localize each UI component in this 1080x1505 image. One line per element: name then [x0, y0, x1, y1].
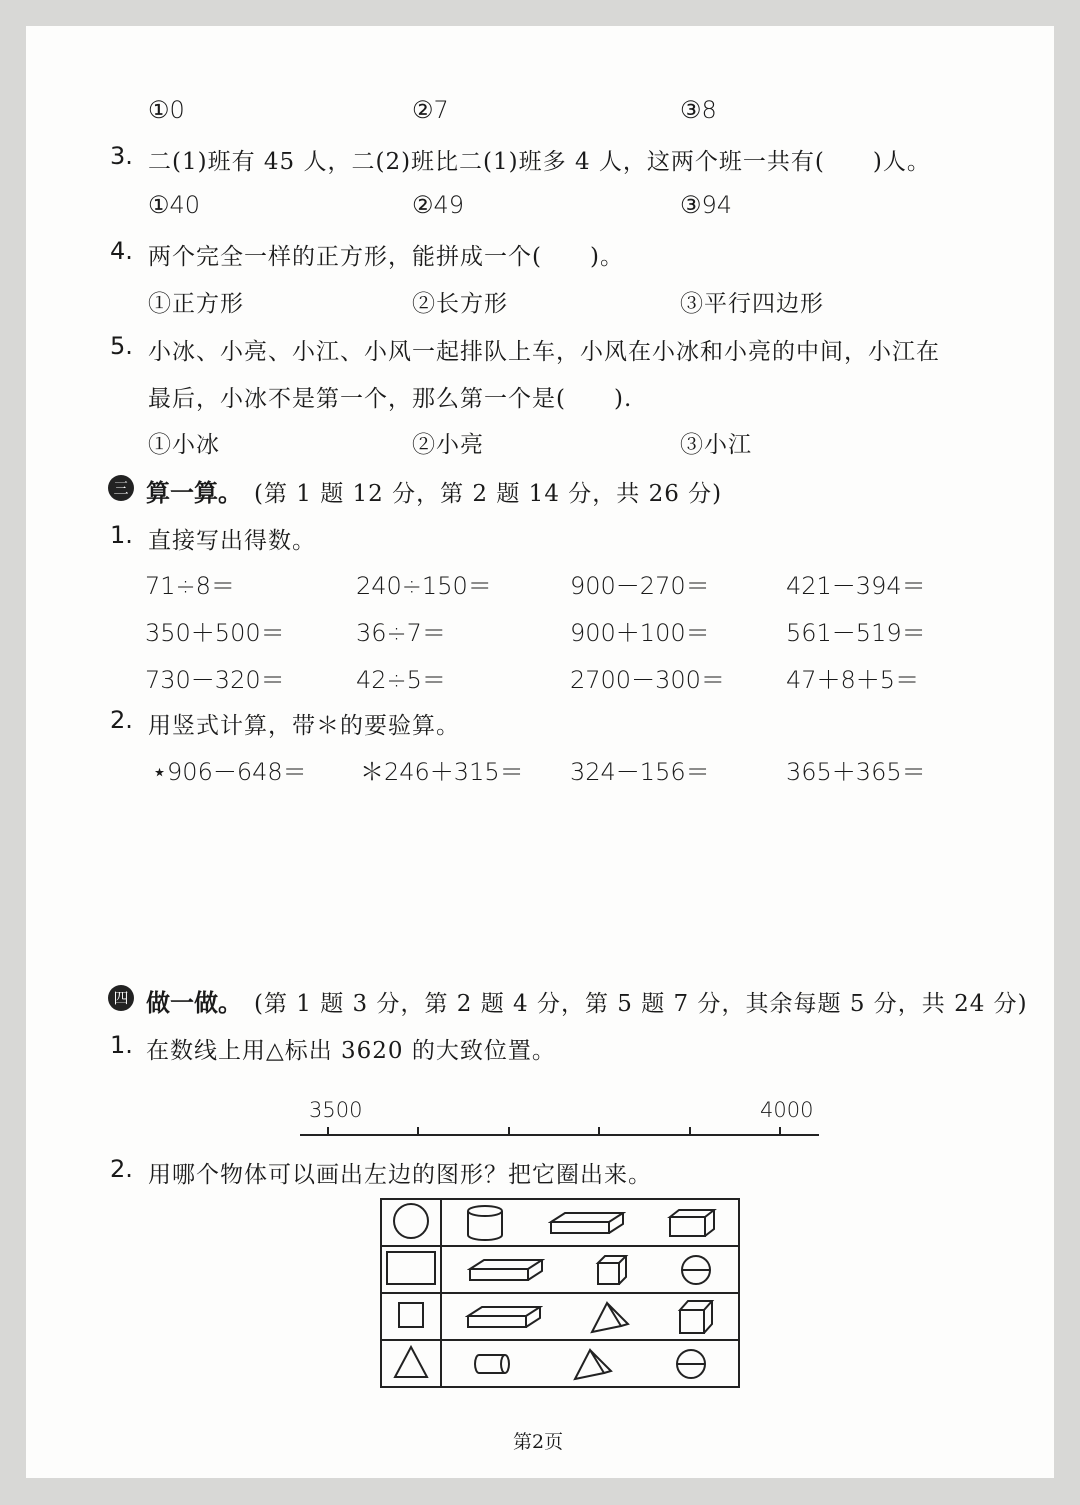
- calc1-item: 42÷5＝: [356, 666, 446, 694]
- calc1-item: 2700－300＝: [570, 666, 725, 694]
- do2-number: 2.: [110, 1155, 133, 1183]
- q3-number: 3.: [110, 142, 133, 170]
- number-line-tick: [779, 1127, 781, 1135]
- circle-shape: [381, 1199, 441, 1246]
- calc2-item: ⋆906－648＝: [152, 758, 307, 786]
- q2-option-2: ②7: [412, 96, 449, 124]
- calc2-number: 2.: [110, 706, 133, 734]
- triangular-prism-object[interactable]: [572, 1346, 614, 1382]
- triangular-prism-object[interactable]: [589, 1299, 631, 1335]
- number-line-start-label: 3500: [309, 1098, 363, 1122]
- rectangle-shape: [381, 1246, 441, 1293]
- table-row: [381, 1199, 739, 1246]
- lying-cylinder-object[interactable]: [472, 1352, 512, 1376]
- square-shape: [381, 1293, 441, 1340]
- flat-cuboid-object[interactable]: [548, 1208, 626, 1238]
- cylinder-object[interactable]: [463, 1203, 507, 1243]
- number-line-tick: [508, 1127, 510, 1135]
- sphere-object[interactable]: [679, 1253, 713, 1287]
- cube-object[interactable]: [667, 1207, 717, 1239]
- calc1-item: 421－394＝: [786, 572, 926, 600]
- number-line-tick: [598, 1127, 600, 1135]
- sphere-object[interactable]: [674, 1347, 708, 1381]
- calc1-item: 900－270＝: [570, 572, 710, 600]
- page-number: 第2页: [513, 1431, 564, 1453]
- flat-cuboid-object[interactable]: [467, 1255, 545, 1285]
- do1-text: 在数线上用△标出 3620 的大致位置。: [146, 1038, 556, 1064]
- section-3-icon: 三: [108, 475, 134, 501]
- shape-object-table: [380, 1198, 740, 1388]
- calc1-item: 240÷150＝: [356, 572, 492, 600]
- table-row: [381, 1293, 739, 1340]
- cube-object[interactable]: [677, 1298, 715, 1336]
- q5-text-line2: 最后，小冰不是第一个，那么第一个是( ).: [148, 386, 633, 412]
- do1-number: 1.: [110, 1031, 133, 1059]
- section-3-note: (第 1 题 12 分，第 2 题 14 分，共 26 分): [254, 481, 723, 507]
- calc2-text: 用竖式计算，带＊的要验算。: [148, 713, 460, 739]
- q5-option-3: ③小江: [680, 432, 752, 458]
- number-line-tick: [417, 1127, 419, 1135]
- calc1-item: 561－519＝: [786, 619, 926, 647]
- q5-option-1: ①小冰: [148, 432, 220, 458]
- calc1-item: 36÷7＝: [356, 619, 446, 647]
- calc1-item: 71÷8＝: [145, 572, 235, 600]
- number-line-tick: [327, 1127, 329, 1135]
- q4-option-3: ③平行四边形: [680, 291, 824, 317]
- q4-option-2: ②长方形: [412, 291, 508, 317]
- q4-option-1: ①正方形: [148, 291, 244, 317]
- calc1-item: 47＋8＋5＝: [786, 666, 920, 694]
- q2-option-3: ③8: [680, 96, 717, 124]
- number-line-tick: [689, 1127, 691, 1135]
- q5-text-line1: 小冰、小亮、小江、小风一起排队上车，小风在小冰和小亮的中间，小江在: [148, 339, 940, 365]
- calc2-item: 324－156＝: [570, 758, 710, 786]
- section-4-note: (第 1 题 3 分，第 2 题 4 分，第 5 题 7 分，其余每题 5 分，共 24 分): [254, 991, 1028, 1017]
- calc1-item: 350＋500＝: [145, 619, 285, 647]
- q3-option-2: ②49: [412, 191, 465, 219]
- calc1-item: 900＋100＝: [570, 619, 710, 647]
- q2-option-1: ①0: [148, 96, 185, 124]
- q5-option-2: ②小亮: [412, 432, 484, 458]
- q3-option-1: ①40: [148, 191, 201, 219]
- triangle-shape: [381, 1340, 441, 1387]
- calc1-number: 1.: [110, 521, 133, 549]
- calc2-item: 365＋365＝: [786, 758, 926, 786]
- section-4-icon: 四: [108, 985, 134, 1011]
- cube-object[interactable]: [595, 1253, 629, 1287]
- section-3-title: 算一算。: [146, 478, 242, 507]
- q5-number: 5.: [110, 332, 133, 360]
- q4-number: 4.: [110, 237, 133, 265]
- table-row: [381, 1340, 739, 1387]
- q4-text: 两个完全一样的正方形，能拼成一个( )。: [148, 244, 624, 270]
- table-row: [381, 1246, 739, 1293]
- number-line-end-label: 4000: [760, 1098, 814, 1122]
- calc1-text: 直接写出得数。: [148, 528, 316, 554]
- section-4-title: 做一做。: [146, 988, 242, 1017]
- number-line: [300, 1134, 819, 1136]
- calc1-item: 730－320＝: [145, 666, 285, 694]
- q3-option-3: ③94: [680, 191, 733, 219]
- q3-text: 二(1)班有 45 人，二(2)班比二(1)班多 4 人，这两个班一共有( )人。: [148, 149, 931, 175]
- flat-cuboid-object[interactable]: [465, 1302, 543, 1332]
- do2-text: 用哪个物体可以画出左边的图形？把它圈出来。: [148, 1162, 652, 1188]
- calc2-item: ＊246＋315＝: [360, 758, 524, 786]
